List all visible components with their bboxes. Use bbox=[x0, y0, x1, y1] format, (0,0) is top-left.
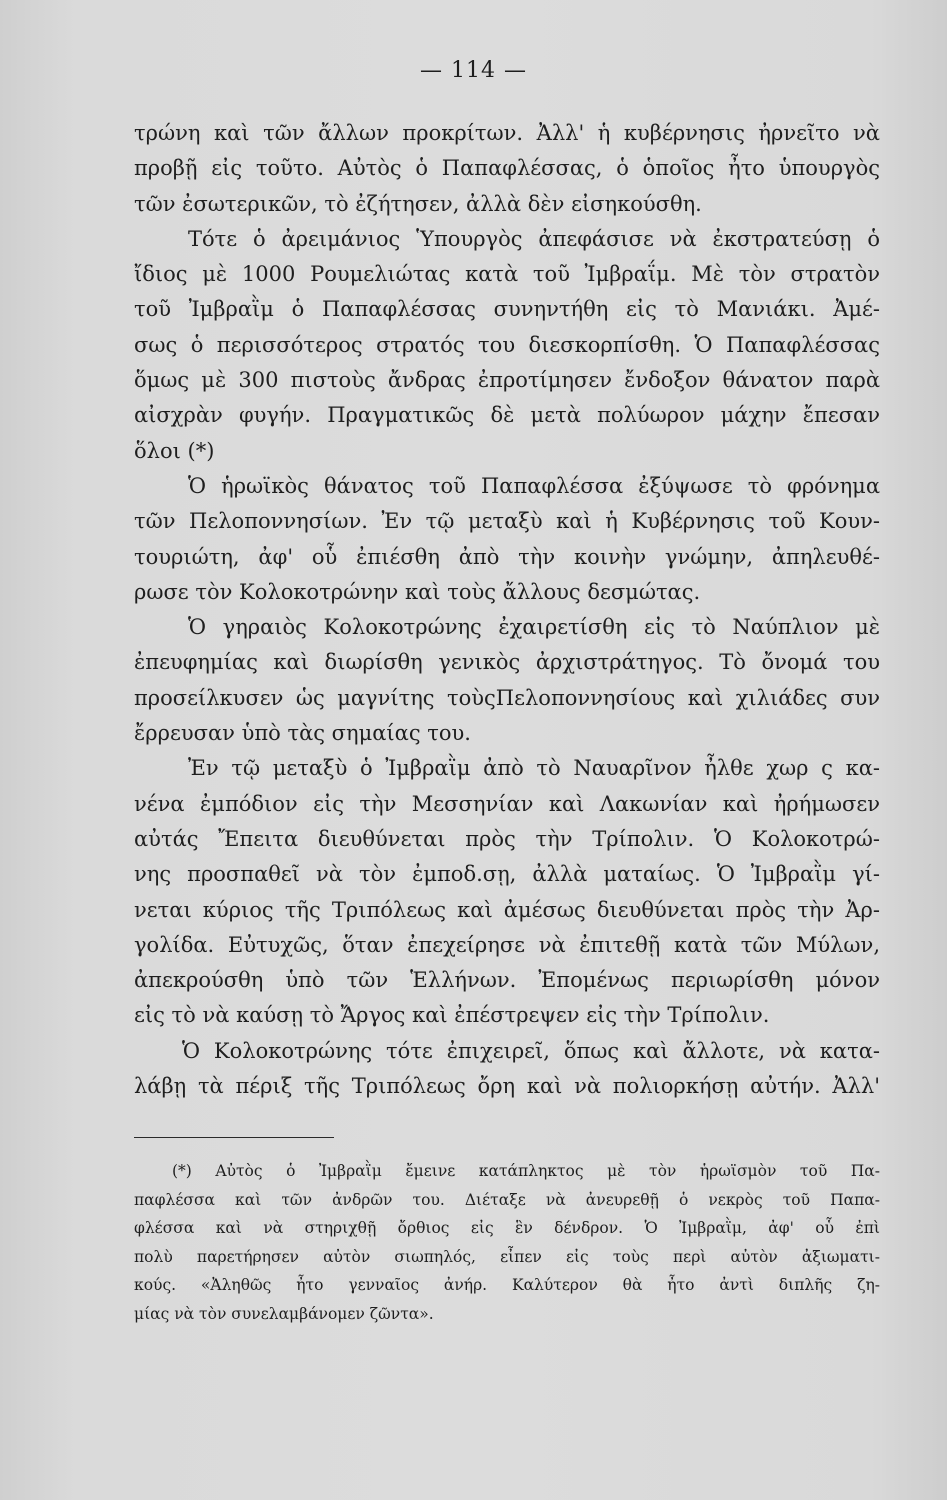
text-line: ρωσε τὸν Κολοκοτρώνην καὶ τοὺς ἄλλους δεσμώτας. bbox=[134, 579, 701, 604]
text-line: Ὁ γηραιὸς Κολοκοτρώνης ἐχαιρετίσθη εἰς τὸ Ναύπλιον μὲ bbox=[188, 615, 880, 640]
text-line: προβῇ εἰς τοῦτο. Αὐτὸς ὁ Παπαφλέσσας, ὁ ὁποῖος ἦτο ὑπουργὸς bbox=[134, 156, 880, 181]
footnote-line: (*) Αὐτὸς ὁ Ἰμβραῒμ ἔμεινε κατάπληκτος μὲ τὸν ἡρωϊσμὸν τοῦ Πα- bbox=[172, 1162, 880, 1180]
footnote-line: κούς. «Ἀληθῶς ἦτο γενναῖος ἀνήρ. Καλύτερον θὰ ἦτο ἀντὶ διπλῆς ζη- bbox=[134, 1276, 880, 1294]
footnote-line: πολὺ παρετήρησεν αὐτὸν σιωπηλός, εἶπεν εἰς τοὺς περὶ αὐτὸν ἀξιωματι- bbox=[134, 1247, 880, 1266]
footnote bbox=[134, 1157, 880, 1328]
text-line: ὅλοι (*) bbox=[134, 438, 215, 463]
text-line: νένα ἐμπόδιον εἰς τὴν Μεσσηνίαν καὶ Λακωνίαν καὶ ἠρήμωσεν bbox=[134, 791, 880, 816]
text-line: Τότε ὁ ἀρειμάνιος Ὑπουργὸς ἀπεφάσισε νὰ ἐκστρατεύσῃ ὁ bbox=[188, 226, 880, 251]
text-line: ἔρρευσαν ὑπὸ τὰς σημαίας του. bbox=[134, 721, 471, 746]
text-line: σως ὁ περισσότερος στρατός του διεσκορπίσθη. Ὁ Παπαφλέσσας bbox=[134, 332, 880, 357]
text-line: Ἐν τῷ μεταξὺ ὁ Ἰμβραῒμ ἀπὸ τὸ Ναυαρῖνον ἦλθε χωρ ς κα- bbox=[188, 756, 880, 781]
text-line: τουριώτη, ἀφ' οὗ ἐπιέσθη ἀπὸ τὴν κοινὴν γνώμην, ἀπηλευθέ- bbox=[134, 544, 880, 569]
text-line: ἀπεκρούσθη ὑπὸ τῶν Ἑλλήνων. Ἐπομένως περιωρίσθη μόνον bbox=[134, 968, 880, 993]
text-line: νεται κύριος τῆς Τριπόλεως καὶ ἀμέσως διευθύνεται πρὸς τὴν Ἀρ- bbox=[134, 897, 880, 922]
text-line: ἐπευφημίας καὶ διωρίσθη γενικὸς ἀρχιστράτηγος. Τὸ ὄνομά του bbox=[134, 650, 880, 675]
footnote-line: παφλέσσα καὶ τῶν ἀνδρῶν του. Διέταξε νὰ ἀνευρεθῇ ὁ νεκρὸς τοῦ Παπα- bbox=[134, 1190, 880, 1209]
text-line: Ὁ ἡρωϊκὸς θάνατος τοῦ Παπαφλέσσα ἐξύψωσε τὸ φρόνημα bbox=[188, 473, 880, 498]
text-line: τῶν ἐσωτερικῶν, τὸ ἐζήτησεν, ἀλλὰ δὲν εἰσηκούσθη. bbox=[134, 191, 702, 216]
text-line: Ὁ Κολοκοτρώνης τότε ἐπιχειρεῖ, ὅπως καὶ ἄλλοτε, νὰ κατα- bbox=[182, 1038, 880, 1063]
text-line: ὅμως μὲ 300 πιστοὺς ἄνδρας ἐπροτίμησεν ἔνδοξον θάνατον παρὰ bbox=[134, 368, 880, 393]
text-line: λάβῃ τὰ πέριξ τῆς Τριπόλεως ὄρη καὶ νὰ πολιορκήσῃ αὐτήν. Ἀλλ' bbox=[134, 1074, 880, 1099]
text-line: εἰς τὸ νὰ καύσῃ τὸ Ἄργος καὶ ἐπέστρεψεν εἰς τὴν Τρίπολιν. bbox=[134, 1003, 770, 1028]
text-line: τῶν Πελοποννησίων. Ἐν τῷ μεταξὺ καὶ ἡ Κυβέρνησις τοῦ Κουν- bbox=[134, 509, 880, 534]
text-line: τοῦ Ἰμβραῒμ ὁ Παπαφλέσσας συνηντήθη εἰς τὸ Μανιάκι. Ἀμέ- bbox=[134, 297, 880, 322]
footnote-line: φλέσσα καὶ νὰ στηριχθῇ ὄρθιος εἰς ἓν δένδρον. Ὁ Ἰμβραῒμ, ἀφ' οὗ ἐπὶ bbox=[134, 1219, 880, 1237]
text-line: τρώνη καὶ τῶν ἄλλων προκρίτων. Ἀλλ' ἡ κυβέρνησις ἠρνεῖτο νὰ bbox=[134, 121, 880, 145]
footnote-divider bbox=[134, 1137, 334, 1138]
text-line: νης προσπαθεῖ νὰ τὸν ἐμποδ.σῃ, ἀλλὰ ματαίως. Ὁ Ἰμβραῒμ γί- bbox=[134, 862, 880, 887]
footnote-line: μίας νὰ τὸν συνελαμβάνομεν ζῶντα». bbox=[134, 1304, 434, 1323]
text-line: αὐτάς Ἔπειτα διευθύνεται πρὸς τὴν Τρίπολιν. Ὁ Κολοκοτρώ- bbox=[134, 826, 880, 851]
page-number: — 114 — bbox=[420, 58, 527, 83]
main-text bbox=[134, 116, 880, 1104]
text-line: γολίδα. Εὐτυχῶς, ὅταν ἐπεχείρησε νὰ ἐπιτεθῇ κατὰ τῶν Μύλων, bbox=[134, 932, 880, 957]
text-line: αἰσχρὰν φυγήν. Πραγματικῶς δὲ μετὰ πολύωρον μάχην ἔπεσαν bbox=[134, 403, 880, 428]
text-line: ἴδιος μὲ 1000 Ρουμελιώτας κατὰ τοῦ Ἰμβραΐμ. Μὲ τὸν στρατὸν bbox=[134, 262, 880, 287]
text-line: προσείλκυσεν ὡς μαγνίτης τοὺςΠελοποννησίους καὶ χιλιάδες συν bbox=[134, 685, 880, 710]
